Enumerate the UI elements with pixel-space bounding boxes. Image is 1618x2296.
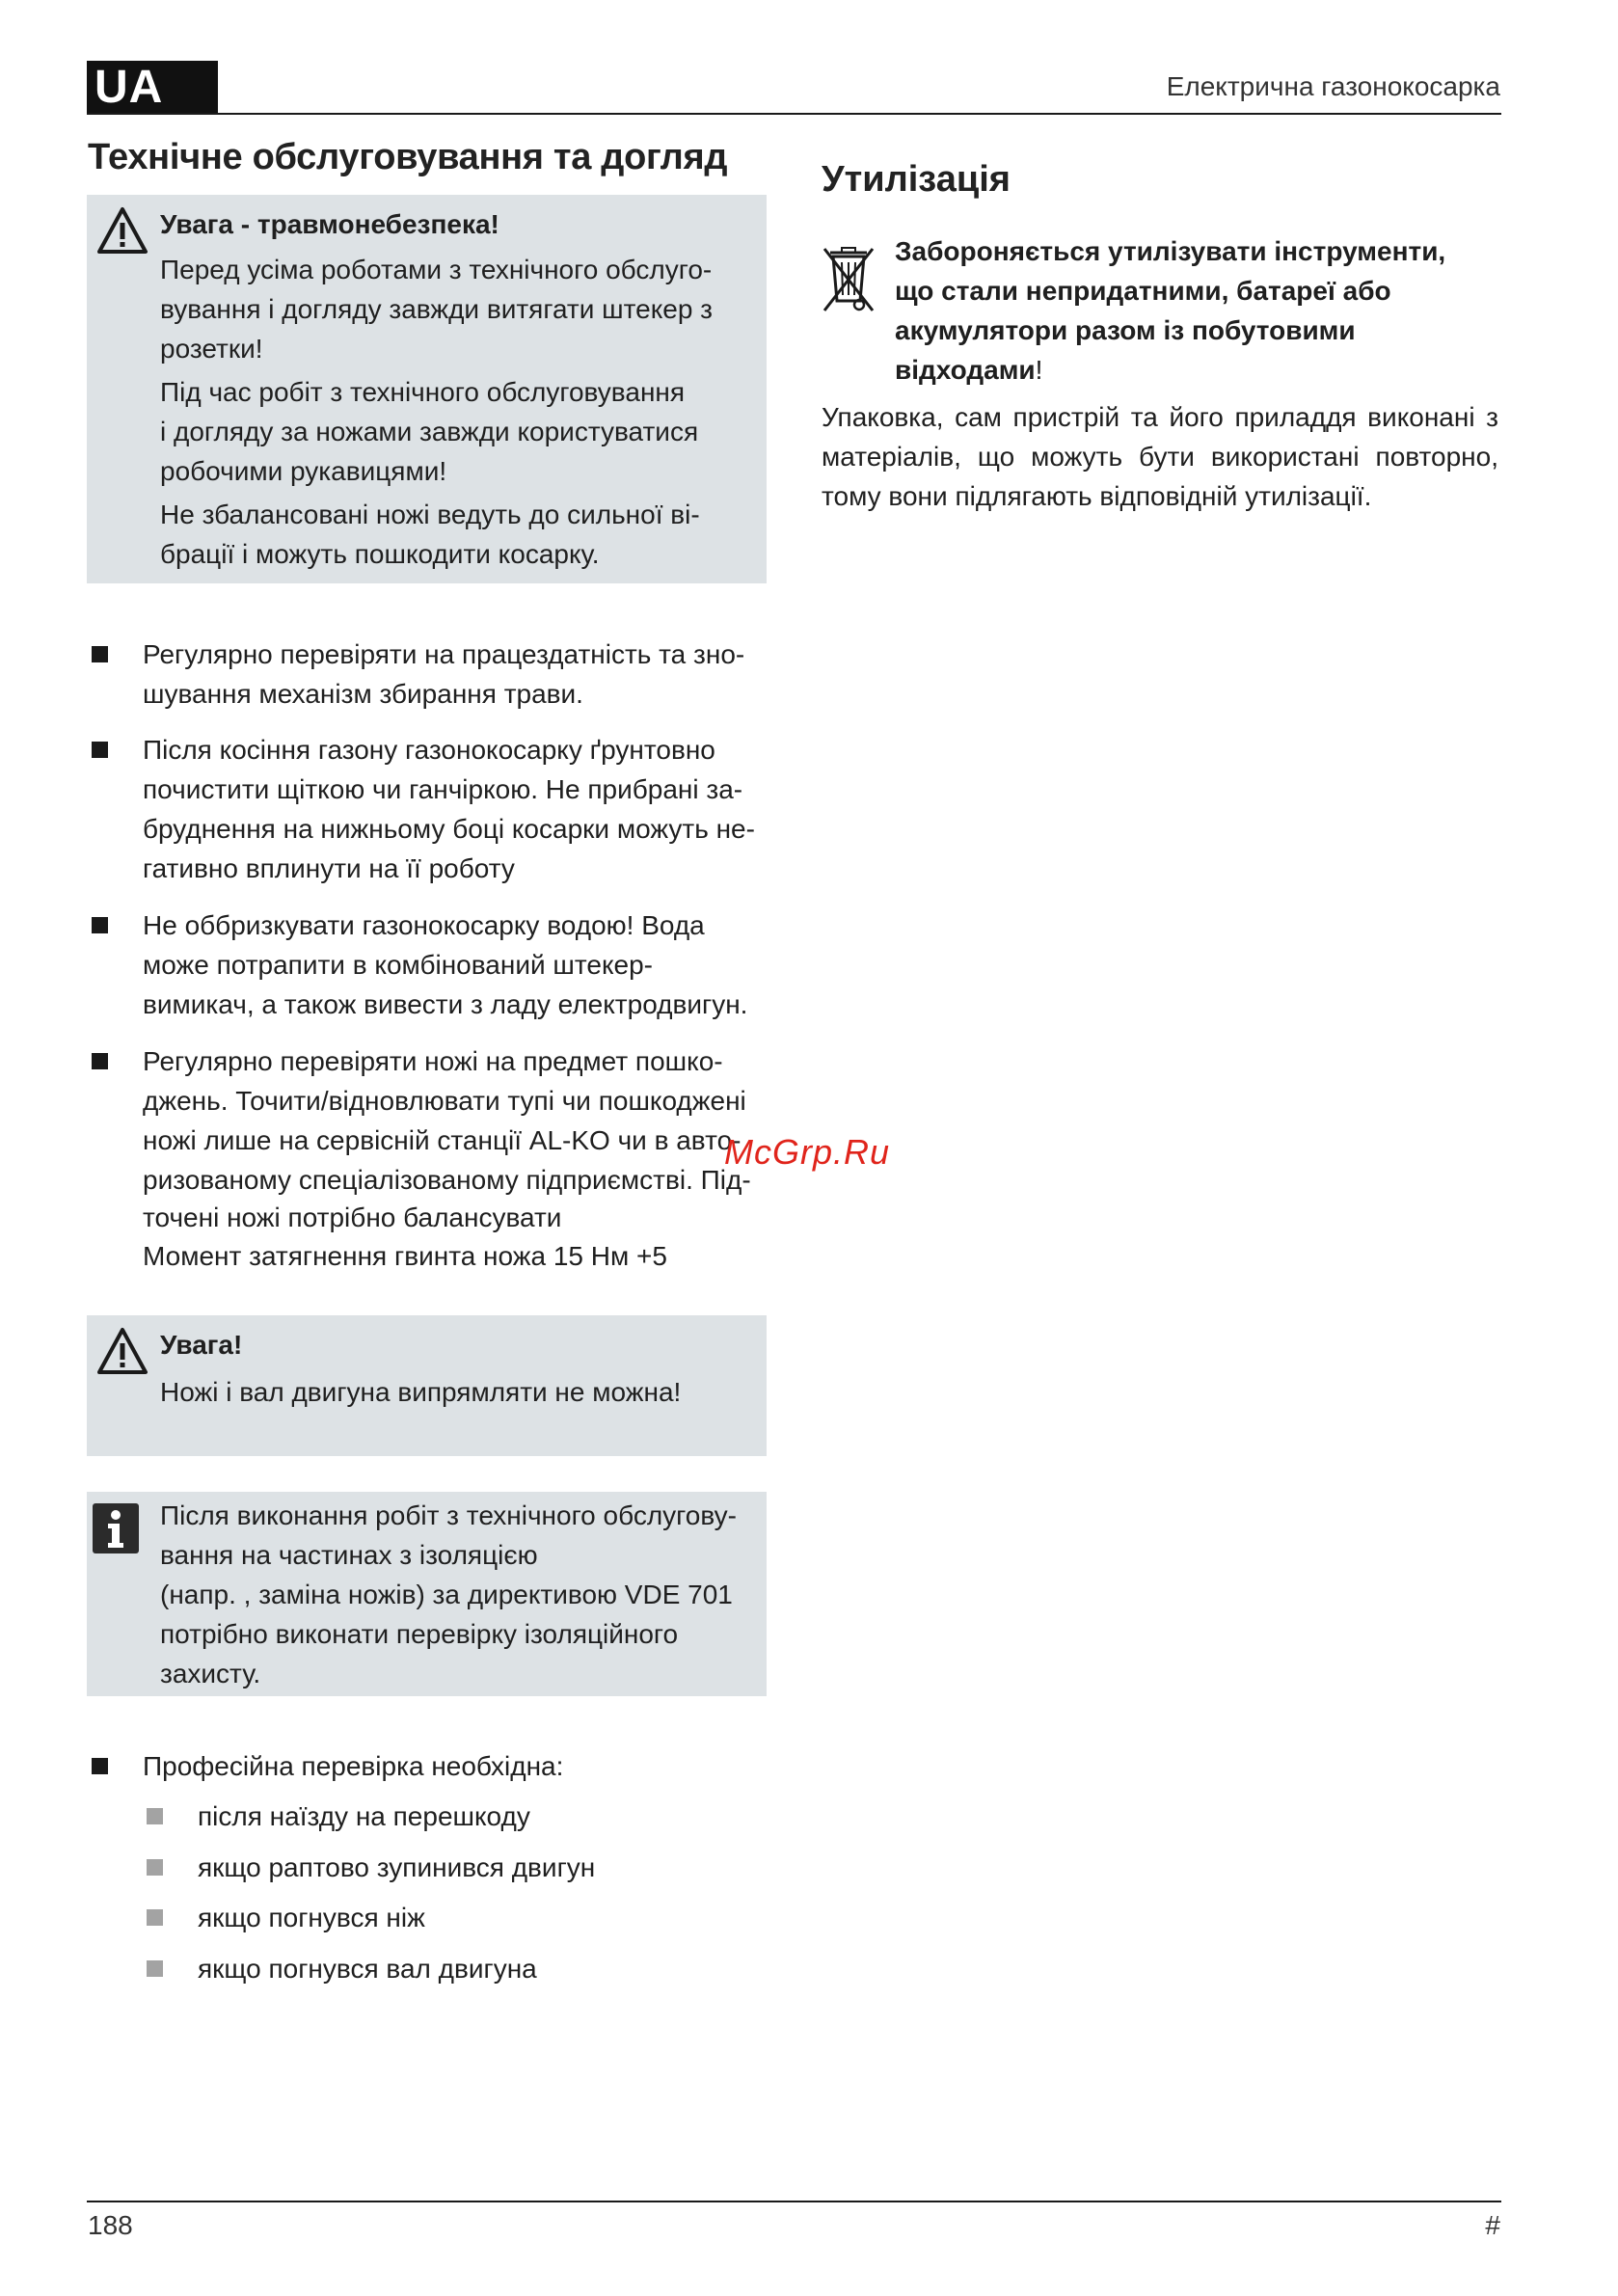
bullet-square-icon (92, 646, 108, 662)
bullet-square-icon (92, 1053, 108, 1069)
document-title: Електрична газонокосарка (1166, 71, 1500, 101)
bullet-square-icon (92, 1758, 108, 1774)
unplug-warning-text: Перед усіма роботами з технічного обслуго- вування і догляду завжди витягати штекер з розетки! (160, 255, 714, 364)
disposal-title: Утилізація (822, 159, 1011, 200)
info-icon (93, 1503, 139, 1553)
crossed-bin-icon (821, 245, 876, 314)
disposal-text: Упаковка, сам пристрій та його приладдя виконані з матеріалів, що можуть бути використані повторно, тому вони підлягають відповідній утилізації. (822, 402, 1498, 511)
sub-bullet-square-icon (147, 1808, 163, 1824)
bullet-square-icon (92, 917, 108, 933)
maintenance-title: Технічне обслуговування та догляд (88, 137, 728, 177)
straighten-warning-box (87, 1315, 767, 1456)
insulation-info-text: Після виконання робіт з технічного обслугову- (160, 1500, 737, 1530)
header-rule (87, 113, 1501, 115)
insulation-info-box: Після виконання робіт з технічного обслугову- вання на частинах з ізоляцією (напр. , заміна ножів) за директивою VDE 701 потрібно виконати перевірку ізоляційного захисту. (87, 1492, 767, 1696)
straighten-warning-title: Увага! (160, 1330, 243, 1360)
language-badge: UA (87, 61, 218, 114)
sub-bullet-square-icon (147, 1960, 163, 1977)
sub-bullet-square-icon (147, 1909, 163, 1926)
injury-warning-title: Увага - травмонебезпека! (160, 209, 499, 239)
page-mark: # (1485, 2210, 1500, 2240)
bullet-square-icon (92, 742, 108, 758)
balance-warning-text: Не збалансовані ножі ведуть до сильної ві- брації і можуть пошкодити косарку. (160, 500, 700, 569)
injury-warning-box (87, 195, 767, 583)
sub-bullet-square-icon (147, 1859, 163, 1876)
page-number: 188 (88, 2210, 133, 2240)
watermark-link[interactable]: McGrp.Ru (724, 1132, 891, 1172)
footer-rule (87, 2201, 1501, 2202)
warning-triangle-icon (96, 1327, 148, 1375)
warning-triangle-icon (96, 206, 148, 255)
disposal-warning-text: Забороняється утилізувати інструменти, що стали непридатними, батареї або акумулятори разом із побутовими відходами! (895, 236, 1446, 385)
straighten-warning-text: Ножі і вал двигуна випрямляти не можна! (160, 1377, 682, 1407)
gloves-warning-text: Під час робіт з технічного обслуговування і догляду за ножами завжди користуватися робочими рукавицями! (160, 377, 699, 486)
